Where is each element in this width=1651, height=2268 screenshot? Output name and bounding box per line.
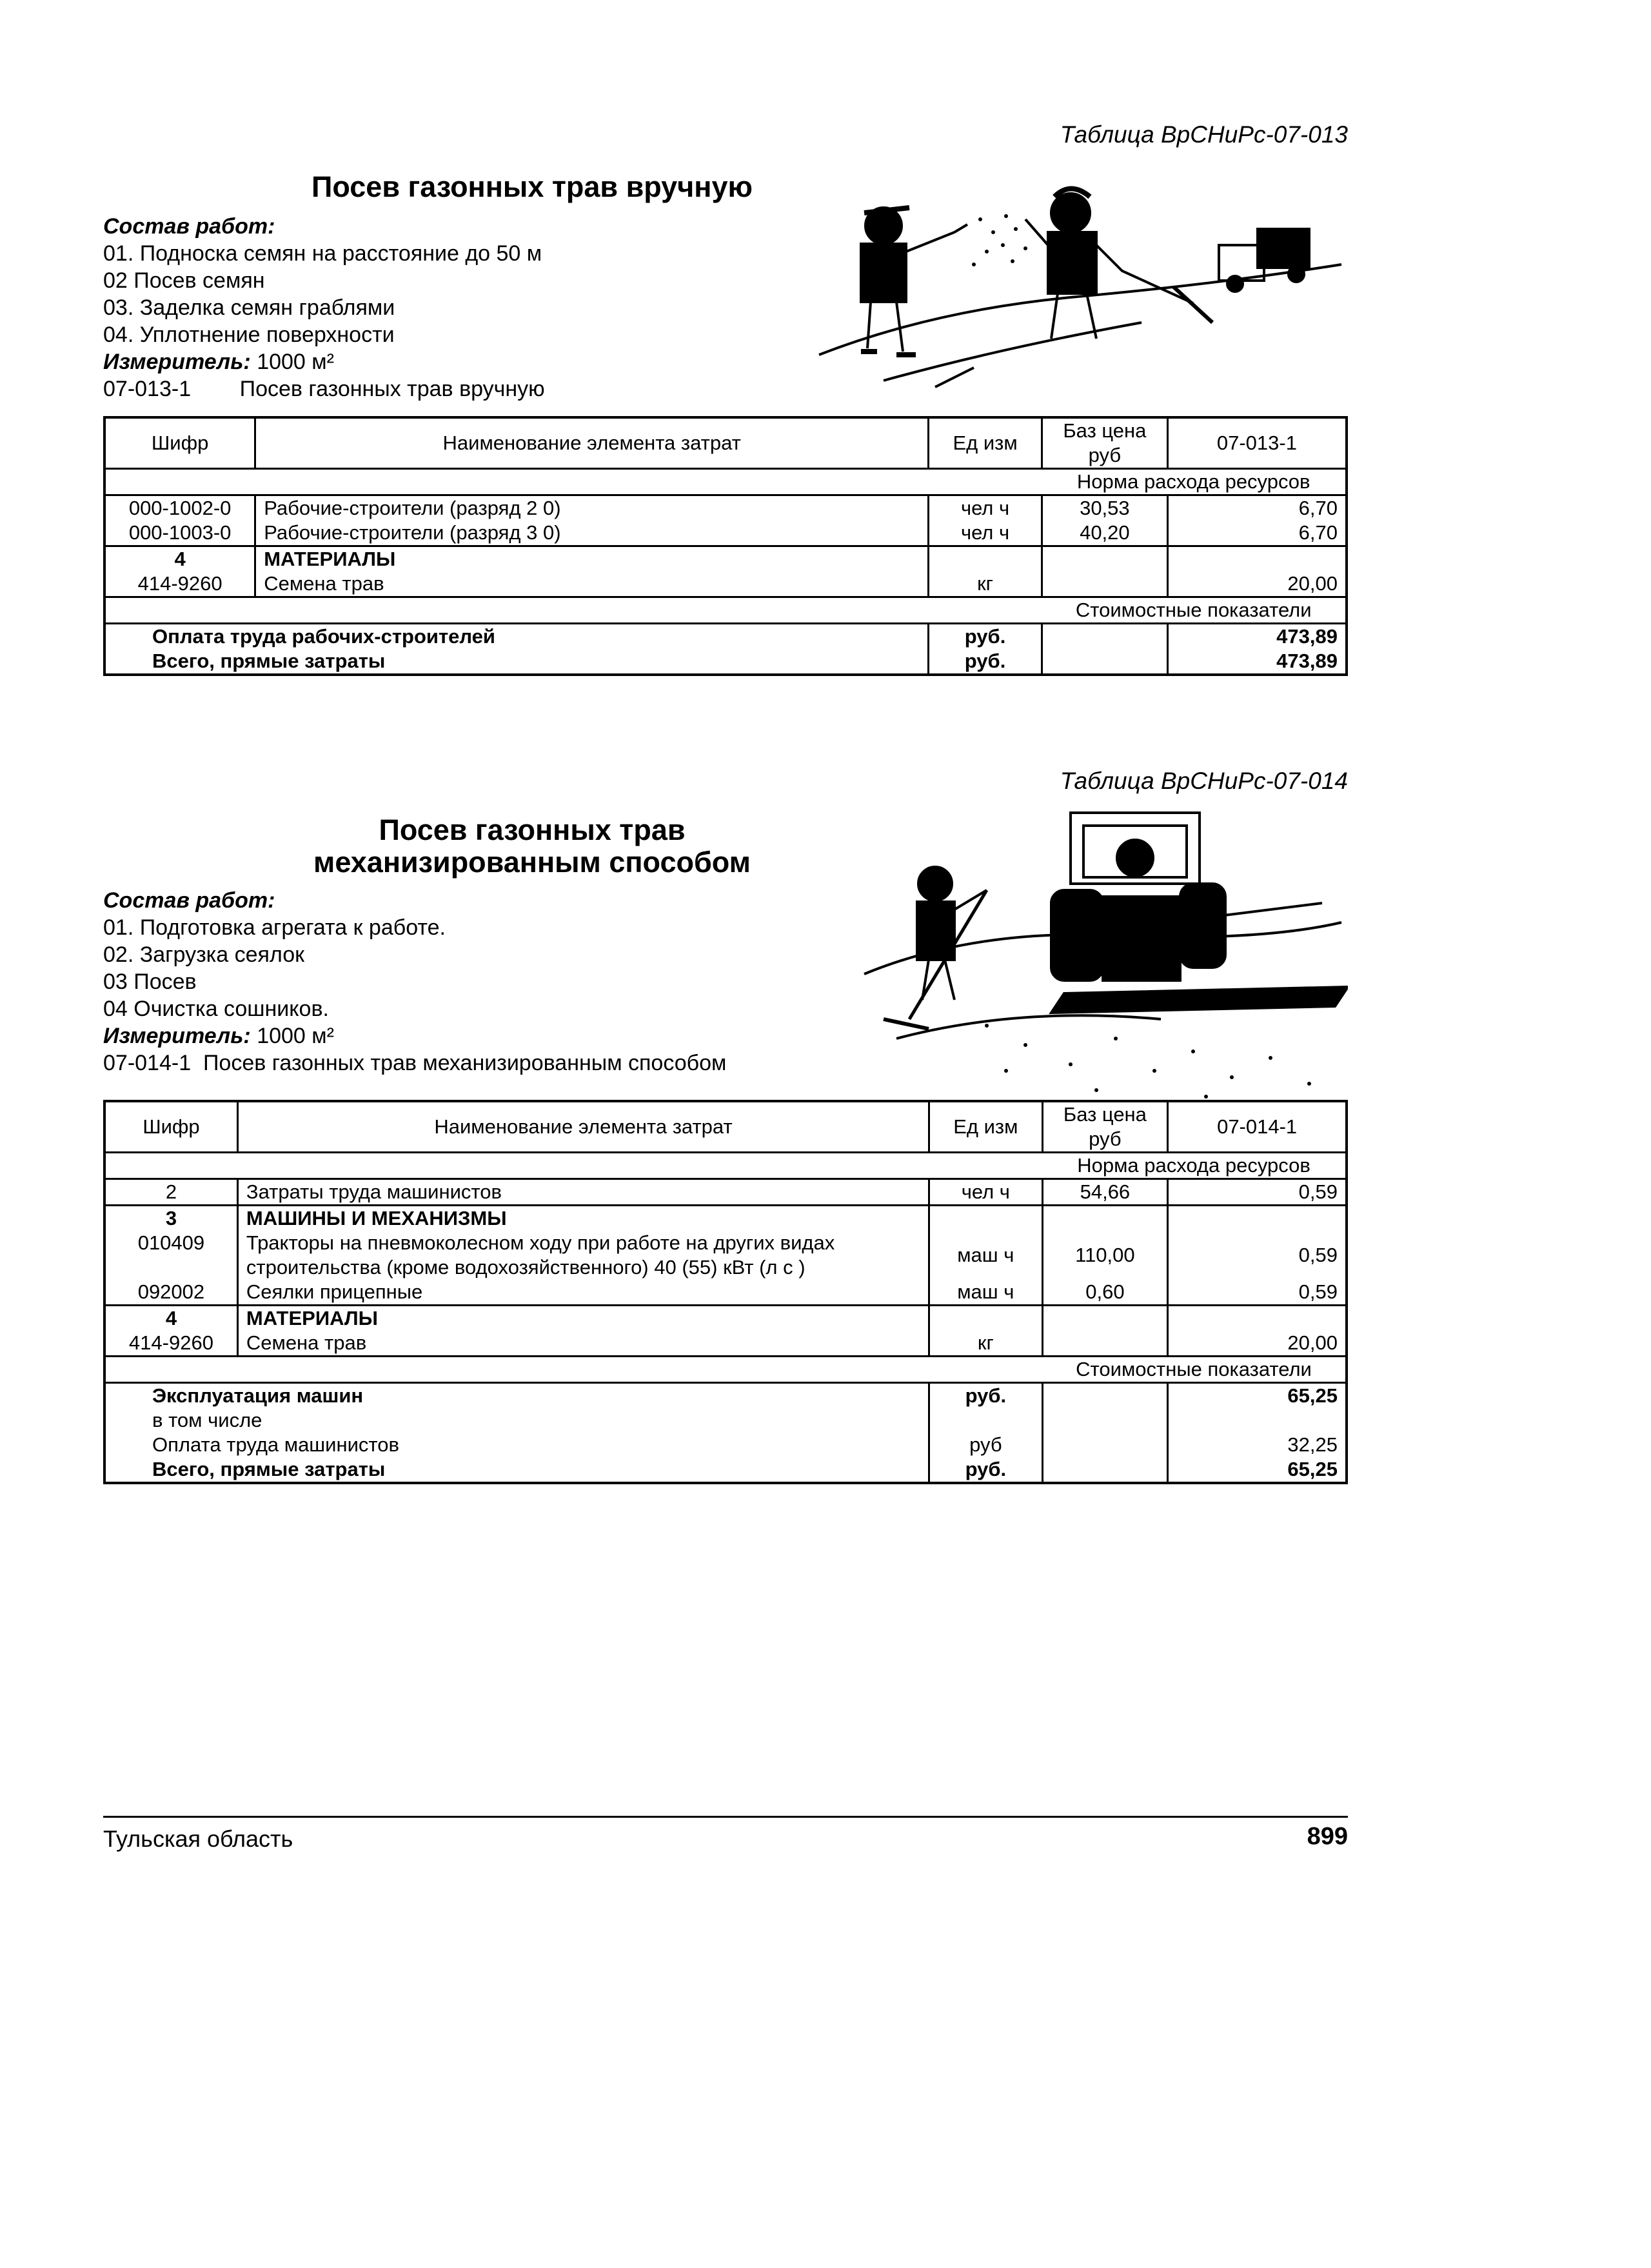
row-price: 30,53 bbox=[1042, 495, 1167, 521]
header-column-code: 07-013-1 bbox=[1167, 417, 1347, 469]
cost-label: Стоимостные показатели bbox=[1042, 1357, 1347, 1383]
step-item: 03 Посев bbox=[103, 970, 197, 994]
total-name: в том числе bbox=[104, 1408, 929, 1433]
header-price bbox=[1042, 1101, 1168, 1153]
row-code: 2 bbox=[104, 1179, 237, 1206]
row-value: 20,00 bbox=[1168, 1331, 1347, 1357]
table-row bbox=[104, 572, 1347, 597]
composition-label: Состав работ: bbox=[103, 888, 275, 913]
total-unit: руб. bbox=[929, 624, 1042, 650]
row-code: 4 bbox=[104, 1306, 237, 1331]
table-row bbox=[104, 1206, 1347, 1231]
row-code: 092002 bbox=[104, 1280, 237, 1306]
row-name: Затраты труда машинистов bbox=[237, 1179, 929, 1206]
total-row bbox=[104, 1383, 1347, 1409]
row-code: 4 bbox=[104, 546, 255, 572]
total-unit: руб. bbox=[929, 1383, 1042, 1409]
cost-table bbox=[103, 416, 1348, 676]
row-price bbox=[1042, 572, 1167, 597]
row-name-line: Тракторы на пневмоколесном ходу при работе на других видах bbox=[246, 1231, 835, 1254]
header-price-line: руб bbox=[1089, 1128, 1122, 1150]
row-name: МАТЕРИАЛЫ bbox=[255, 546, 929, 572]
table-row bbox=[104, 1331, 1347, 1357]
header-code: Шифр bbox=[104, 1101, 237, 1153]
norm-label-row bbox=[104, 469, 1347, 495]
row-name: Рабочие-строители (разряд 2 0) bbox=[255, 495, 929, 521]
cost-table bbox=[103, 1100, 1348, 1484]
row-name: Семена трав bbox=[255, 572, 929, 597]
row-name: Семена трав bbox=[237, 1331, 929, 1357]
footer-region: Тульская область bbox=[103, 1825, 293, 1852]
header-price bbox=[1042, 417, 1167, 469]
cost-label: Стоимостные показатели bbox=[1042, 597, 1347, 624]
table-label: Таблица ВрСНиРс-07-014 bbox=[1060, 768, 1348, 794]
step-item: 01. Подноска семян на расстояние до 50 м bbox=[103, 241, 542, 266]
row-name: МАТЕРИАЛЫ bbox=[237, 1306, 929, 1331]
row-unit: чел ч bbox=[929, 495, 1042, 521]
section-title bbox=[103, 814, 961, 879]
total-row bbox=[104, 1457, 1347, 1483]
header-column-code: 07-014-1 bbox=[1168, 1101, 1347, 1153]
table-row bbox=[104, 1231, 1347, 1280]
header-unit: Ед изм bbox=[929, 417, 1042, 469]
title-line: механизированным способом bbox=[313, 846, 751, 879]
row-code: 000-1002-0 bbox=[104, 495, 255, 521]
norm-label: Норма расхода ресурсов bbox=[1042, 469, 1347, 495]
norm-label-row bbox=[104, 1153, 1347, 1179]
row-value bbox=[1168, 1306, 1347, 1331]
row-price bbox=[1042, 1306, 1168, 1331]
row-name: Сеялки прицепные bbox=[237, 1280, 929, 1306]
header-unit: Ед изм bbox=[929, 1101, 1042, 1153]
measure-value: 1000 м² bbox=[257, 1024, 334, 1048]
row-price: 54,66 bbox=[1042, 1179, 1168, 1206]
total-row bbox=[104, 1408, 1347, 1433]
workers-sowing-illustration bbox=[806, 168, 1348, 393]
header-price-line: Баз цена bbox=[1063, 419, 1147, 442]
row-code: 010409 bbox=[104, 1231, 237, 1280]
total-name: Оплата труда рабочих-строителей bbox=[104, 624, 929, 650]
total-unit: руб. bbox=[929, 1457, 1042, 1483]
row-unit: маш ч bbox=[929, 1280, 1042, 1306]
total-value: 65,25 bbox=[1168, 1383, 1347, 1409]
page-number: 899 bbox=[1307, 1823, 1348, 1850]
row-unit bbox=[929, 1206, 1042, 1231]
step-item: 02. Загрузка сеялок bbox=[103, 942, 304, 967]
step-item: 02 Посев семян bbox=[103, 268, 265, 293]
row-unit: чел ч bbox=[929, 1179, 1042, 1206]
header-name: Наименование элемента затрат bbox=[237, 1101, 929, 1153]
total-name: Оплата труда машинистов bbox=[104, 1433, 929, 1457]
row-code: 3 bbox=[104, 1206, 237, 1231]
row-code: 000-1003-0 bbox=[104, 521, 255, 546]
row-price: 110,00 bbox=[1042, 1231, 1168, 1280]
row-unit: маш ч bbox=[929, 1231, 1042, 1280]
row-name bbox=[237, 1231, 929, 1280]
cost-label-row bbox=[104, 597, 1347, 624]
row-name: Рабочие-строители (разряд 3 0) bbox=[255, 521, 929, 546]
total-name: Всего, прямые затраты bbox=[104, 649, 929, 675]
row-unit bbox=[929, 546, 1042, 572]
row-name-line: строительства (кроме водохозяйственного) 40 (55) кВт (л с ) bbox=[246, 1256, 806, 1278]
header-price-line: Баз цена bbox=[1063, 1103, 1147, 1126]
row-unit bbox=[929, 1306, 1042, 1331]
row-value: 0,59 bbox=[1168, 1280, 1347, 1306]
total-name: Всего, прямые затраты bbox=[104, 1457, 929, 1483]
row-value: 6,70 bbox=[1167, 495, 1347, 521]
total-value: 32,25 bbox=[1168, 1433, 1347, 1457]
row-value: 0,59 bbox=[1168, 1179, 1347, 1206]
row-value: 6,70 bbox=[1167, 521, 1347, 546]
row-price: 40,20 bbox=[1042, 521, 1167, 546]
cost-label-row bbox=[104, 1357, 1347, 1383]
row-value: 20,00 bbox=[1167, 572, 1347, 597]
title-line: Посев газонных трав bbox=[379, 813, 686, 846]
header-price-line: руб bbox=[1088, 444, 1122, 466]
row-unit: кг bbox=[929, 572, 1042, 597]
total-value: 473,89 bbox=[1167, 624, 1347, 650]
row-value bbox=[1167, 546, 1347, 572]
table-row bbox=[104, 495, 1347, 521]
total-unit: руб. bbox=[929, 649, 1042, 675]
tractor-seeding-illustration bbox=[858, 806, 1348, 1109]
total-unit: руб bbox=[929, 1433, 1042, 1457]
composition-label: Состав работ: bbox=[103, 214, 275, 239]
table-row bbox=[104, 1306, 1347, 1331]
header-name: Наименование элемента затрат bbox=[255, 417, 929, 469]
measure-label: Измеритель: bbox=[103, 1024, 251, 1048]
step-item: 04. Уплотнение поверхности bbox=[103, 323, 395, 347]
row-price bbox=[1042, 546, 1167, 572]
row-value bbox=[1168, 1206, 1347, 1231]
total-row bbox=[104, 649, 1347, 675]
total-row bbox=[104, 1433, 1347, 1457]
step-item: 01. Подготовка агрегата к работе. bbox=[103, 915, 446, 940]
row-code: 414-9260 bbox=[104, 1331, 237, 1357]
row-unit: кг bbox=[929, 1331, 1042, 1357]
work-composition bbox=[103, 887, 726, 1077]
row-price: 0,60 bbox=[1042, 1280, 1168, 1306]
measure-line bbox=[103, 1022, 726, 1049]
total-value: 65,25 bbox=[1168, 1457, 1347, 1483]
work-composition bbox=[103, 213, 545, 403]
total-row bbox=[104, 624, 1347, 650]
header-code: Шифр bbox=[104, 417, 255, 469]
row-code: 414-9260 bbox=[104, 572, 255, 597]
row-value: 0,59 bbox=[1168, 1231, 1347, 1280]
measure-label: Измеритель: bbox=[103, 350, 251, 374]
total-value: 473,89 bbox=[1167, 649, 1347, 675]
table-header-row bbox=[104, 417, 1347, 469]
row-unit: чел ч bbox=[929, 521, 1042, 546]
total-name: Эксплуатация машин bbox=[104, 1383, 929, 1409]
title-line: Посев газонных трав вручную bbox=[311, 170, 753, 203]
code-line: 07-013-1 Посев газонных трав вручную bbox=[103, 377, 545, 401]
table-row bbox=[104, 1280, 1347, 1306]
code-line: 07-014-1 Посев газонных трав механизированным способом bbox=[103, 1051, 727, 1075]
table-row bbox=[104, 521, 1347, 546]
table-header-row bbox=[104, 1101, 1347, 1153]
measure-line bbox=[103, 348, 545, 375]
measure-value: 1000 м² bbox=[257, 350, 334, 374]
table-row bbox=[104, 546, 1347, 572]
table-label: Таблица ВрСНиРс-07-013 bbox=[1060, 121, 1348, 148]
total-value bbox=[1168, 1408, 1347, 1433]
row-price bbox=[1042, 1331, 1168, 1357]
step-item: 04 Очистка сошников. bbox=[103, 997, 329, 1021]
total-unit bbox=[929, 1408, 1042, 1433]
norm-label: Норма расхода ресурсов bbox=[1042, 1153, 1347, 1179]
footer-divider bbox=[103, 1816, 1348, 1818]
row-price bbox=[1042, 1206, 1168, 1231]
step-item: 03. Заделка семян граблями bbox=[103, 295, 395, 320]
row-name: МАШИНЫ И МЕХАНИЗМЫ bbox=[237, 1206, 929, 1231]
table-row bbox=[104, 1179, 1347, 1206]
